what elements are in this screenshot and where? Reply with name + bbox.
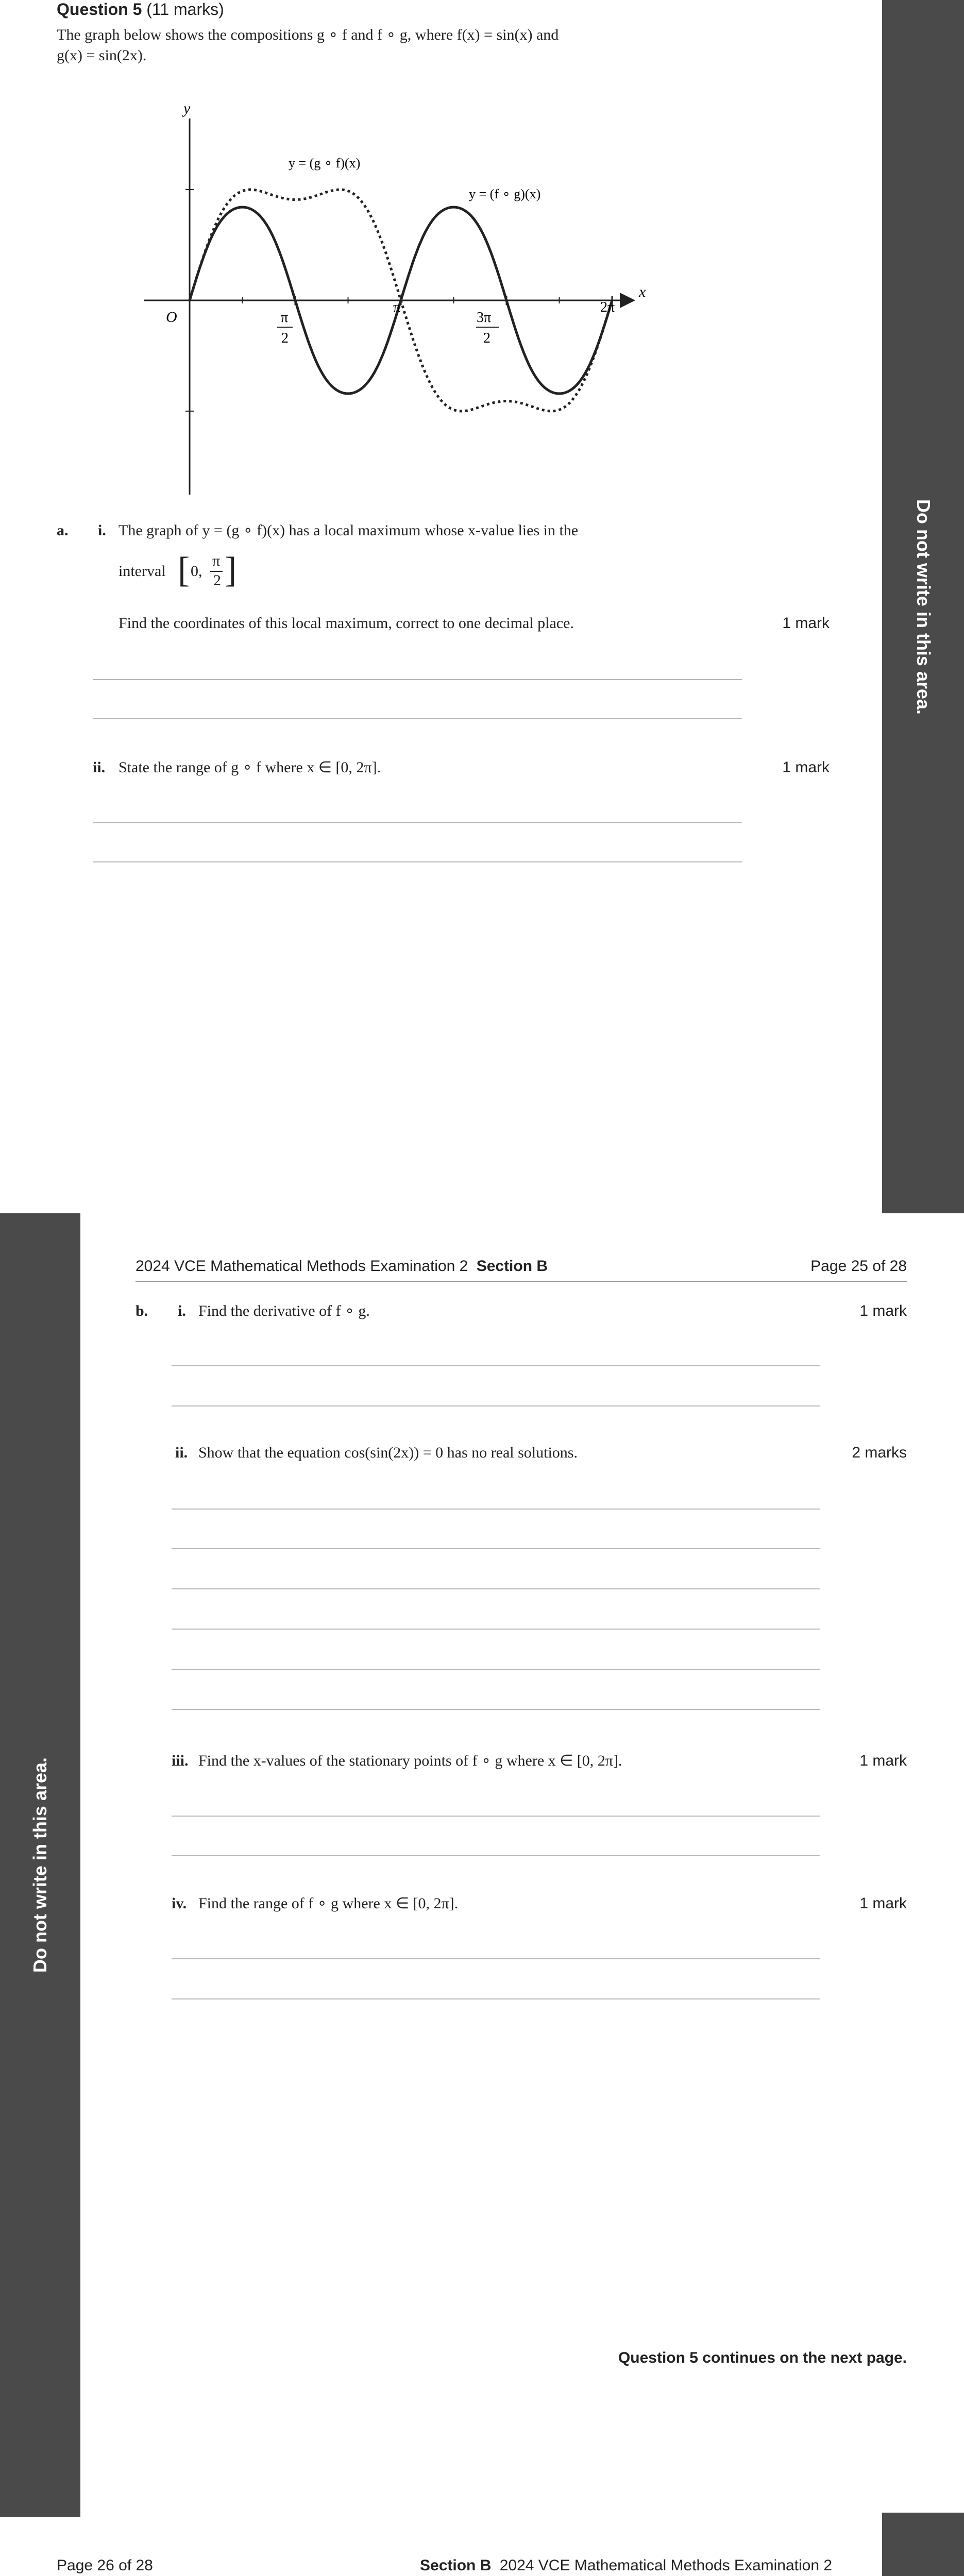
interval-word: interval xyxy=(119,563,166,580)
right-bracket: ] xyxy=(225,550,237,590)
intro-line-2: g(x) = sin(2x). xyxy=(57,47,147,64)
tick-label-pi: π xyxy=(393,299,401,315)
part-a-i-label: i. xyxy=(98,522,106,539)
answer-line[interactable] xyxy=(172,1405,820,1406)
part-a-ii-text: State the range of g ∘ f where x ∈ [0, 2π]. xyxy=(119,759,381,776)
part-b-i-marks: 1 mark xyxy=(859,1302,907,1319)
answer-line[interactable] xyxy=(172,1709,820,1710)
header-exam-title: 2024 VCE Mathematical Methods Examination 2 xyxy=(136,1258,468,1275)
answer-line[interactable] xyxy=(172,1629,820,1630)
y-axis-label: y xyxy=(183,100,191,117)
answer-line[interactable] xyxy=(172,1816,820,1817)
curve-label-f-of-g: y = (f ∘ g)(x) xyxy=(469,187,541,201)
answer-line[interactable] xyxy=(172,1958,820,1959)
part-b-iii-text: Find the x-values of the stationary points of f ∘ g where x ∈ [0, 2π]. xyxy=(198,1752,622,1769)
question-marks: (11 marks) xyxy=(146,0,224,19)
part-b-iv-label: iv. xyxy=(172,1895,187,1912)
tick-label-pi-over-2-den: 2 xyxy=(281,330,289,346)
do-not-write-bar-right xyxy=(882,0,964,1213)
continues-note: Question 5 continues on the next page. xyxy=(618,2349,907,2366)
page-number: Page 26 of 28 xyxy=(57,2557,153,2574)
do-not-write-text: Do not write in this area. xyxy=(29,1757,50,1973)
tick-label-3pi-over-2-num: 3π xyxy=(477,310,492,326)
answer-line[interactable] xyxy=(93,718,742,719)
question-heading xyxy=(57,0,224,20)
origin-label: O xyxy=(166,309,177,326)
part-b-iii-marks: 1 mark xyxy=(859,1752,907,1769)
interval-num: π xyxy=(212,552,221,569)
part-a-i-marks: 1 mark xyxy=(782,615,830,632)
part-b-ii-text: Show that the equation cos(sin(2x)) = 0 has no real solutions. xyxy=(198,1444,578,1461)
tick-label-pi-over-2-num: π xyxy=(281,310,289,326)
do-not-write-text: Do not write in this area. xyxy=(912,499,934,715)
part-b-i-text: Find the derivative of f ∘ g. xyxy=(198,1302,370,1319)
part-b-i-label: i. xyxy=(178,1302,186,1319)
header-section: Section B xyxy=(476,1258,548,1275)
left-bracket: [ xyxy=(178,550,190,590)
page-header-right xyxy=(420,2555,832,2576)
header-section: Section B xyxy=(420,2557,492,2574)
part-b-iv-marks: 1 mark xyxy=(859,1895,907,1912)
interval-den: 2 xyxy=(213,572,221,589)
page-number: Page 25 of 28 xyxy=(810,1258,907,1275)
header-rule xyxy=(136,1281,907,1282)
intro-line-1: The graph below shows the compositions g ∘ f and f ∘ g, where f(x) = sin(x) and xyxy=(57,26,559,43)
page-header-left xyxy=(136,1256,548,1277)
answer-line[interactable] xyxy=(172,1588,820,1589)
interval-left: 0, xyxy=(191,563,202,580)
answer-line[interactable] xyxy=(172,1548,820,1549)
answer-line[interactable] xyxy=(172,1365,820,1366)
tick-label-3pi-over-2-den: 2 xyxy=(483,330,491,346)
answer-line[interactable] xyxy=(93,679,742,680)
part-b-ii-label: ii. xyxy=(175,1444,188,1461)
part-a-i-line-3: Find the coordinates of this local maximum, correct to one decimal place. xyxy=(119,615,574,632)
answer-line[interactable] xyxy=(172,1998,820,1999)
answer-line[interactable] xyxy=(172,1669,820,1670)
do-not-write-bar-left xyxy=(0,1213,80,2517)
part-a-i-line-1: The graph of y = (g ∘ f)(x) has a local maximum whose x-value lies in the xyxy=(119,522,579,539)
answer-line[interactable] xyxy=(172,1855,820,1856)
x-axis-label: x xyxy=(639,283,646,300)
tick-label-2pi: 2π xyxy=(600,299,615,315)
answer-line[interactable] xyxy=(93,861,742,862)
part-a-label: a. xyxy=(57,522,69,539)
composition-graph xyxy=(93,93,659,505)
part-b-iii-label: iii. xyxy=(172,1752,189,1769)
answer-line[interactable] xyxy=(93,822,742,823)
header-exam-title: 2024 VCE Mathematical Methods Examination 2 xyxy=(499,2557,833,2574)
curve-label-g-of-f: y = (g ∘ f)(x) xyxy=(289,156,361,171)
question-title: Question 5 xyxy=(57,0,142,19)
part-a-ii-label: ii. xyxy=(93,759,106,776)
part-b-label: b. xyxy=(136,1302,148,1319)
do-not-write-bar-right xyxy=(882,2513,964,2576)
answer-line[interactable] xyxy=(172,1509,820,1510)
part-b-iv-text: Find the range of f ∘ g where x ∈ [0, 2π]. xyxy=(198,1895,459,1912)
part-a-ii-marks: 1 mark xyxy=(782,759,830,776)
part-b-ii-marks: 2 marks xyxy=(852,1444,907,1461)
